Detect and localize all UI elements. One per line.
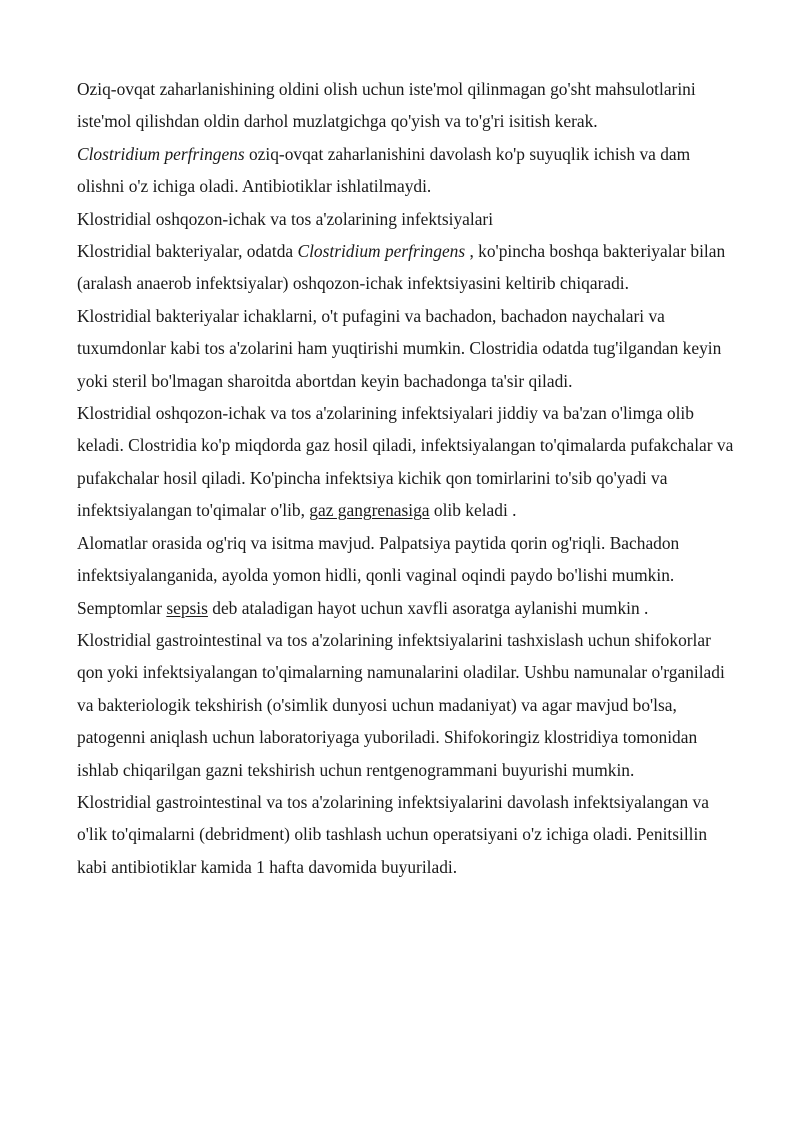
paragraph-pelvic-infection: Klostridial bakteriyalar ichaklarni, o't pufagini va bachadon, bachadon naychalari va tuxumdonlar kabi tos a'zolarini ham yuqtirishi mumkin. Clostridia odatda tug'ilgandan keyin yoki steril bo'lmagan sharoitda abortdan keyin bachadonga ta'sir qiladi. xyxy=(77,305,722,391)
sepsis-link[interactable]: sepsis xyxy=(166,597,208,618)
section-heading: Klostridial oshqozon-ichak va tos a'zolarining infektsiyalari xyxy=(77,208,494,229)
paragraph-treatment: Klostridial gastrointestinal va tos a'zolarining infektsiyalarini davolash infektsiyalangan va o'lik to'qimalarni (debridment) olib tashlash uchun operatsiyani o'z ichiga oladi. Penitsillin kabi antibiotiklar kamida 1 hafta davomida buyuriladi. xyxy=(77,791,709,877)
paragraph-symptoms xyxy=(77,527,737,624)
paragraph-diagnosis: Klostridial gastrointestinal va tos a'zolarining infektsiyalarini tashxislash uchun shifokorlar qon yoki infektsiyalangan to'qimalarning namunalarini oladilar. Ushbu namunalar o'rganiladi va bakteriologik tekshirish (o'simlik dunyosi uchun madaniyat) va agar mavjud bo'lsa, patogenni aniqlash uchun laboratoriyaga yuboriladi. Shifokoringiz klostridiya tomonidan ishlab chiqarilgan gazni tekshirish uchun rentgenogrammani buyurishi mumkin. xyxy=(77,629,725,780)
paragraph-text: deb ataladigan hayot uchun xavfli asoratga aylanishi mumkin . xyxy=(207,597,649,618)
species-name: Clostridium perfringens xyxy=(77,143,245,164)
paragraph-text: , ko'pincha boshqa bakteriyalar bilan (aralash anaerob infektsiyalar) oshqozon-ichak infektsiyasini keltirib chiqaradi. xyxy=(77,241,726,294)
paragraph-text: Klostridial bakteriyalar, odatda xyxy=(77,241,298,262)
paragraph-text: oziq-ovqat zaharlanishini davolash ko'p suyuqlik ichish va dam olishni o'z ichiga oladi. Antibiotiklar ishlatilmaydi. xyxy=(77,143,691,197)
species-name: Clostridium perfringens xyxy=(297,241,466,262)
document-page xyxy=(77,73,737,883)
paragraph-food-poisoning-treatment xyxy=(77,138,737,203)
paragraph-severity xyxy=(77,397,737,527)
paragraph-prevention: Oziq-ovqat zaharlanishining oldini olish uchun iste'mol qilinmagan go'sht mahsulotlarini iste'mol qilishdan oldin darhol muzlatgichga qo'yish va to'g'ri isitish kerak. xyxy=(77,79,696,132)
paragraph-text: olib keladi . xyxy=(429,500,517,521)
paragraph-text: Alomatlar orasida og'riq va isitma mavjud. Palpatsiya paytida qorin og'riqli. Bachadon infektsiyalanganida, ayolda yomon hidli, qonli vaginal oqindi paydo bo'lishi mumkin. Semptomlar xyxy=(77,532,680,618)
paragraph-text: Klostridial oshqozon-ichak va tos a'zolarining infektsiyalari jiddiy va ba'zan o'limga olib keladi. Clostridia ko'p miqdorda gaz hosil qiladi, infektsiyalangan to'qimalarda pufakchalar va pufakchalar hosil qiladi. Ko'pincha infektsiya kichik qon tomirlarini to'sib qo'yadi va infektsiyalangan to'qimalar o'lib, xyxy=(77,403,734,521)
paragraph-gi-infection xyxy=(77,235,737,300)
gas-gangrene-link[interactable]: gaz gangrenasiga xyxy=(309,500,430,521)
